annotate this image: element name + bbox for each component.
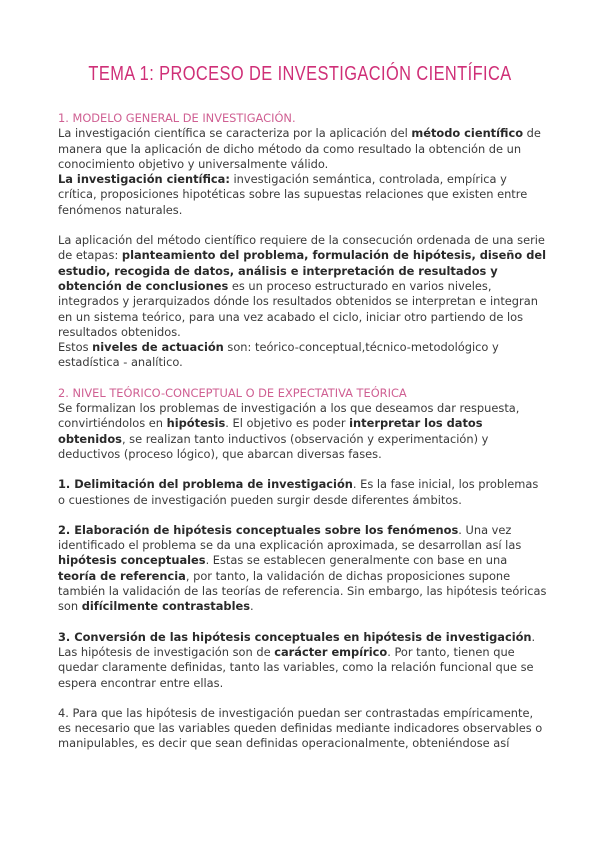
paragraph <box>58 172 548 218</box>
bold-term: planteamiento del problema, formulación de hipótesis, diseño del estudio, recogida de datos, análisis e interpretación de resultados y obtención de conclusiones <box>58 248 546 293</box>
text: , por tanto, la validación de dichas proposiciones supone también la validación de las teorías de referencia. Sin embargo, las hipótesis teóricas son <box>58 568 547 614</box>
document-body <box>58 111 548 752</box>
bold-term: La investigación científica: <box>58 172 230 187</box>
bold-term: difícilmente contrastables <box>81 599 250 614</box>
text: de manera que la aplicación de dicho método da como resultado la obtención de un conocimiento objetivo y universalmente válido. <box>58 126 541 171</box>
text: , se realizan tanto inductivos (observación y experimentación) y deductivos (proceso lógico), que abarcan diversas fases. <box>58 431 489 461</box>
bold-term: niveles de actuación <box>92 340 224 355</box>
text: son: teórico-conceptual,técnico-metodológico y estadística - analítico. <box>58 340 499 370</box>
text: . <box>249 599 254 614</box>
bold-term: hipótesis conceptuales <box>58 553 206 568</box>
text: investigación semántica, controlada, empírica y crítica, proposiciones hipotéticas sobre las supuestas relaciones que existen entre fenómenos naturales. <box>58 172 528 217</box>
text: Se formalizan los problemas de investigación a los que deseamos dar respuesta, convirtiéndolos en <box>58 401 520 431</box>
bold-term: interpretar los datos obtenidos <box>58 416 483 446</box>
bold-term: hipótesis <box>166 416 226 431</box>
text: es un proceso estructurado en varios niveles, integrados y jerarquizados dónde los resultados obtenidos se interpretan e integran en un sistema teórico, para una vez acabado el ciclo, iniciar otro partiendo de los resultados obtenidos. <box>58 278 538 339</box>
bold-term: teoría de referencia <box>58 568 186 583</box>
text: 4. Para que las hipótesis de investigación puedan ser contrastadas empíricamente, es necesario que las variables queden definidas mediante indicadores observables o manipulables, es decir que sean definidas operacionalmente, obteniéndose así <box>58 705 543 751</box>
phase-title: 2. Elaboración de hipótesis conceptuales sobre los fenómenos <box>58 522 459 537</box>
text: . Por tanto, tienen que quedar claramente definidas, tanto las variables, como la relación funcional que se espera encontrar entre ellas. <box>58 644 534 690</box>
page-title: TEMA 1: PROCESO DE INVESTIGACIÓN CIENTÍFICA <box>88 63 512 85</box>
bold-term: método científico <box>411 126 524 141</box>
text: . Es la fase inicial, los problemas o cuestiones de investigación pueden surgir desde diferentes ámbitos. <box>58 477 539 507</box>
text: La investigación científica se caracteriza por la aplicación del <box>58 126 412 141</box>
phase-3 <box>58 630 548 691</box>
bold-term: carácter empírico <box>274 644 388 659</box>
section-2-heading: 2. NIVEL TEÓRICO-CONCEPTUAL O DE EXPECTATIVA TEÓRICA <box>58 385 407 400</box>
section-1-heading: 1. MODELO GENERAL DE INVESTIGACIÓN. <box>58 111 296 125</box>
phase-2 <box>58 523 548 615</box>
phase-4 <box>58 706 548 752</box>
paragraph <box>58 126 548 172</box>
paragraph <box>58 401 548 462</box>
text: . Estas se establecen generalmente con base en una <box>205 553 508 568</box>
text: . Una vez identificado el problema se da una explicación aproximada, se desarrollan así las <box>58 522 522 553</box>
phase-title: 1. Delimitación del problema de investigación <box>58 477 353 492</box>
text: . Las hipótesis de investigación son de <box>58 629 536 659</box>
paragraph <box>58 233 548 340</box>
phase-title: 3. Conversión de las hipótesis conceptuales en hipótesis de investigación <box>58 629 532 644</box>
phase-1 <box>58 477 548 508</box>
text: Estos <box>58 340 93 355</box>
paragraph <box>58 340 548 371</box>
text: . El objetivo es poder <box>225 416 350 431</box>
text: La aplicación del método científico requiere de la consecución ordenada de una serie de etapas: <box>58 233 545 263</box>
